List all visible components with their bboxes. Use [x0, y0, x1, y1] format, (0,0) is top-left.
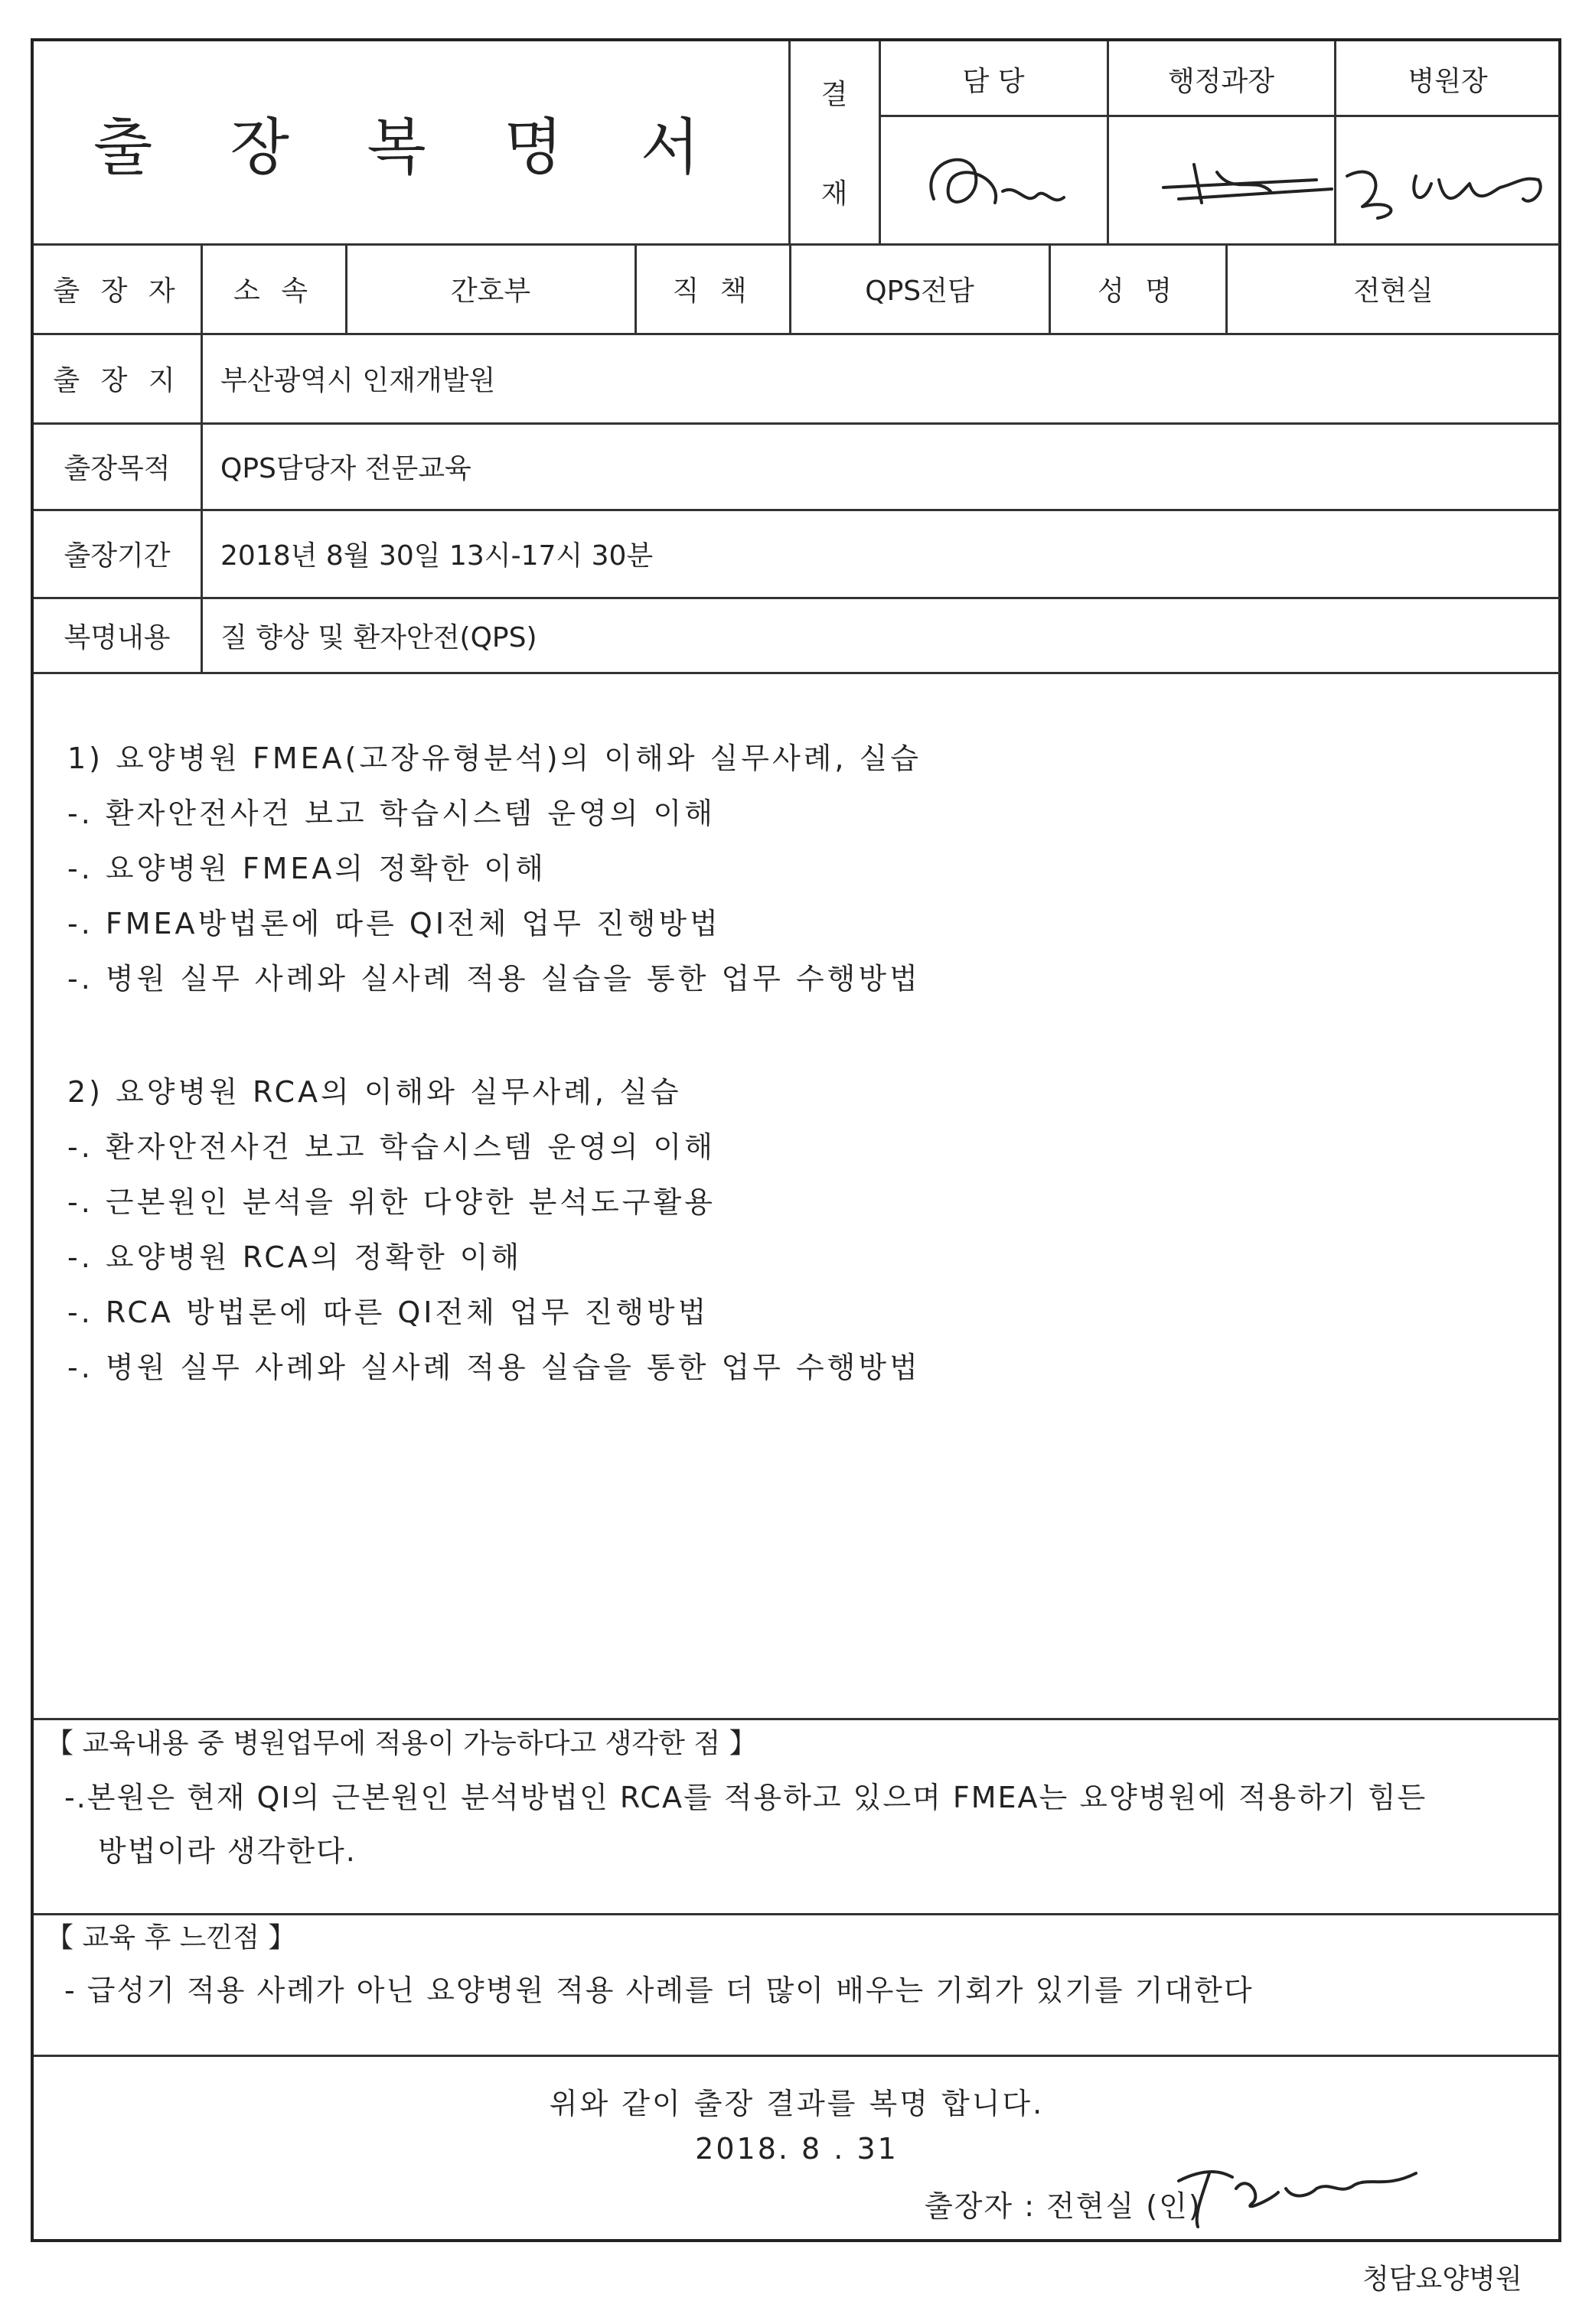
place-label: 출 장 지	[53, 365, 181, 396]
approval-role-staff: 담 당	[962, 65, 1025, 97]
manager-signature	[1148, 142, 1347, 218]
body-line: -. 환자안전사건 보고 학습시스템 운영의 이해	[67, 1130, 716, 1164]
body-line: -. 요양병원 RCA의 정확한 이해	[67, 1240, 523, 1274]
traveler-signature	[1163, 2143, 1439, 2234]
director-signature	[1332, 145, 1561, 230]
closing-statement: 위와 같이 출장 결과를 복명 합니다.	[549, 2087, 1045, 2120]
signer-line: 출장자 : 전현실 (인)	[925, 2189, 1202, 2223]
hospital-name: 청담요양병원	[1362, 2264, 1522, 2295]
purpose-label: 출장목적	[64, 453, 171, 484]
position-label: 직 책	[672, 275, 753, 307]
divider	[34, 1913, 1560, 1915]
impression-heading: 【 교육 후 느낀점 】	[46, 1922, 296, 1954]
applicable-text-line1: -.본원은 현재 QI의 근본원인 분석방법인 RCA를 적용하고 있으며 FMEA는 요양병원에 적용하기 힘든	[64, 1781, 1427, 1814]
body-line: -. 요양병원 FMEA의 정확한 이해	[67, 852, 546, 885]
staff-signature	[903, 130, 1087, 230]
document-title: 출 장 복 명 서	[93, 111, 729, 183]
department-label: 소 속	[233, 275, 314, 307]
position-value: QPS전담	[865, 275, 974, 307]
body-line: -. 병원 실무 사례와 실사례 적용 실습을 통한 업무 수행방법	[67, 1351, 921, 1384]
body-line: -. 병원 실무 사례와 실사례 적용 실습을 통한 업무 수행방법	[67, 962, 921, 996]
place-value: 부산광역시 인재개발원	[220, 365, 496, 396]
content-value: 질 향상 및 환자안전(QPS)	[220, 621, 537, 654]
approval-label-bottom: 재	[820, 178, 848, 210]
approval-label-top: 결	[820, 78, 848, 110]
content-label: 복명내용	[64, 621, 171, 654]
period-label: 출장기간	[64, 540, 171, 572]
approval-role-director: 병원장	[1408, 65, 1488, 97]
body-line: 1) 요양병원 FMEA(고장유형분석)의 이해와 실무사례, 실습	[67, 742, 922, 775]
name-label: 성 명	[1098, 275, 1178, 307]
impression-text: - 급성기 적용 사례가 아닌 요양병원 적용 사례를 더 많이 배우는 기회가 있기를 기대한다	[64, 1974, 1254, 2007]
body-line: 2) 요양병원 RCA의 이해와 실무사례, 실습	[67, 1075, 682, 1109]
divider	[34, 2055, 1560, 2057]
divider	[879, 115, 1560, 117]
divider	[34, 672, 1560, 674]
applicable-text-line2: 방법이라 생각한다.	[98, 1834, 357, 1868]
body-line: -. FMEA방법론에 따른 QI전체 업무 진행방법	[67, 907, 721, 940]
body-line: -. RCA 방법론에 따른 QI전체 업무 진행방법	[67, 1296, 710, 1329]
approval-role-admin-manager: 행정과장	[1167, 65, 1275, 97]
body-line: -. 근본원인 분석을 위한 다양한 분석도구활용	[67, 1185, 716, 1219]
traveler-label: 출 장 자	[53, 275, 181, 307]
applicable-heading: 【 교육내용 중 병원업무에 적용이 가능하다고 생각한 점 】	[46, 1728, 757, 1759]
period-value: 2018년 8월 30일 13시-17시 30분	[220, 540, 654, 572]
body-line: -. 환자안전사건 보고 학습시스템 운영의 이해	[67, 797, 716, 830]
divider	[34, 1718, 1560, 1720]
purpose-value: QPS담당자 전문교육	[220, 453, 471, 484]
name-value: 전현실	[1353, 275, 1434, 307]
report-date: 2018. 8 . 31	[695, 2132, 899, 2166]
department-value: 간호부	[450, 275, 531, 307]
